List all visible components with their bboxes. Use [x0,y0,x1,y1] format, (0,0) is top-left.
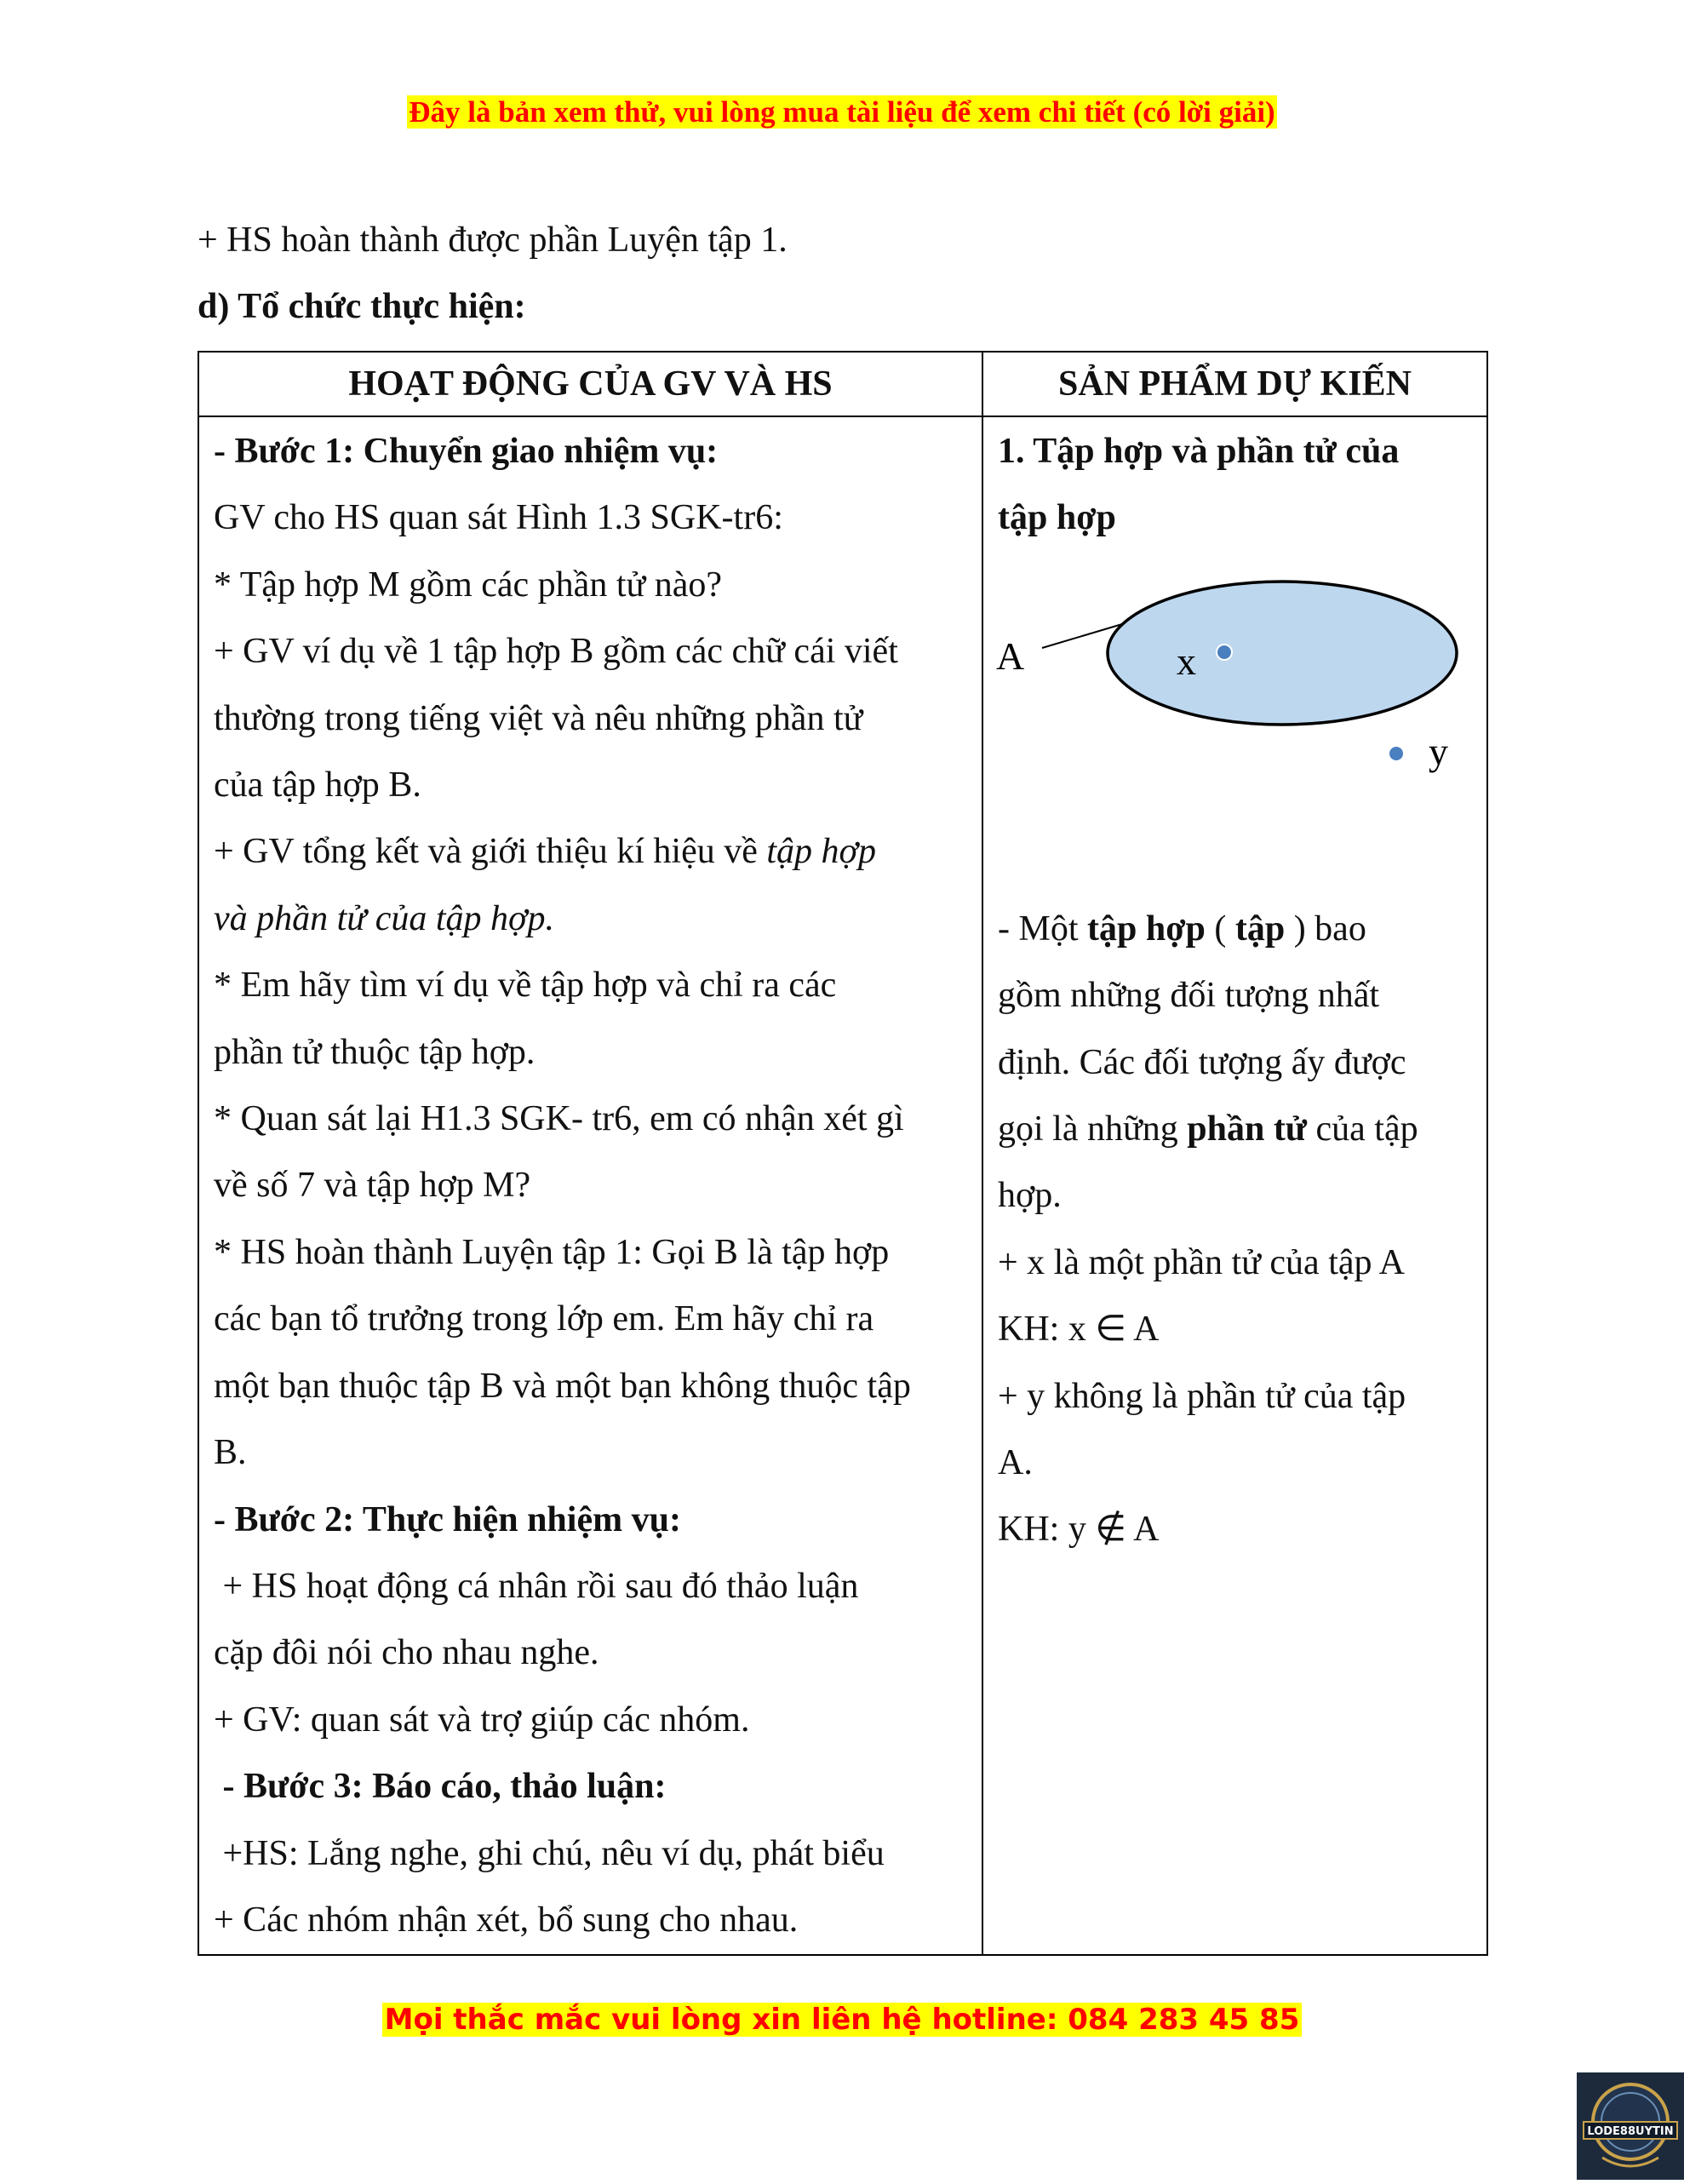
header-products: SẢN PHẨM DỰ KIẾN [982,352,1487,416]
text-span: - Một [998,909,1087,949]
text-line: định. Các đối tượng ấy được [998,1042,1406,1082]
header-activities: HOẠT ĐỘNG CỦA GV VÀ HS [198,352,982,416]
element-out-dot [1389,746,1404,761]
text-line: các bạn tổ trưởng trong lớp em. Em hãy chỉ ra [214,1299,874,1339]
text-line: hợp. [998,1176,1062,1216]
bold-span: tập [1234,909,1286,949]
text-line: KH: x ∈ A [998,1310,1160,1350]
preview-notice-banner [0,95,1684,129]
text-span: + GV tổng kết và giới thiệu kí hiệu về [214,832,767,872]
step3-title: - Bước 3: Báo cáo, thảo luận: [214,1767,667,1807]
table-content-row [198,416,1487,1955]
text-line: + GV: quan sát và trợ giúp các nhóm. [214,1700,750,1740]
text-line: + x là một phần tử của tập A [998,1242,1406,1282]
text-line: về số 7 và tập hợp M? [214,1166,531,1206]
text-line: thường trong tiếng việt và nêu những phần tử [214,698,863,738]
text-line: gồm những đối tượng nhất [998,976,1380,1016]
text-line: * Tập hợp M gồm các phần tử nào? [214,565,723,605]
set-label: A [996,633,1025,678]
text-line: của tập hợp B. [214,765,421,805]
logo-text: LODE88UYTIN [1587,2125,1674,2138]
element-in-label: x [1177,639,1196,683]
set-diagram-svg [994,552,1471,896]
products-cell [982,416,1487,1955]
text-line: + Các nhóm nhận xét, bổ sung cho nhau. [214,1900,799,1940]
section-heading: d) Tổ chức thực hiện: [198,287,526,326]
text-line: B. [214,1433,247,1473]
text-span: của tập [1307,1109,1418,1149]
text-line: GV cho HS quan sát Hình 1.3 SGK-tr6: [214,498,783,538]
product-title: 1. Tập hợp và phần tử của [998,432,1400,471]
text-span: gọi là những [998,1109,1188,1149]
italic-span: và phần tử của tập hợp. [214,898,554,938]
text-line: cặp đôi nói cho nhau nghe. [214,1633,599,1673]
hotline-banner [0,2003,1684,2037]
text-line [214,886,969,952]
text-line: * HS hoàn thành Luyện tập 1: Gọi B là tập hợp [214,1232,890,1272]
set-ellipse [1108,582,1457,725]
text-line: + y không là phần tử của tập [998,1376,1406,1416]
element-in-dot [1217,645,1232,660]
text-line: * Quan sát lại H1.3 SGK- tr6, em có nhận xét gì [214,1099,904,1139]
logo-badge-icon [1577,2072,1684,2180]
set-diagram [994,552,1474,896]
activities-cell [198,416,982,1955]
activity-table [198,351,1488,1956]
hotline-text: Mọi thắc mắc vui lòng xin liên hệ hotline: 084 283 45 85 [382,2003,1303,2037]
text-line: * Em hãy tìm ví dụ về tập hợp và chỉ ra các [214,966,837,1006]
text-line [214,818,969,885]
text-line: + GV ví dụ về 1 tập hợp B gồm các chữ cái viết [214,632,898,672]
bold-span: tập hợp [1087,909,1206,949]
text-line [998,896,1474,962]
step1-title: - Bước 1: Chuyển giao nhiệm vụ: [214,432,719,471]
table-header-row [198,352,1487,416]
italic-span: tập hợp [766,832,876,872]
bold-span: phần tử [1187,1109,1308,1149]
step2-title: - Bước 2: Thực hiện nhiệm vụ: [214,1499,681,1539]
text-line: một bạn thuộc tập B và một bạn không thuộc tập [214,1366,911,1406]
product-title: tập hợp [998,498,1116,538]
text-line [998,1096,1474,1162]
text-line: + HS hoạt động cá nhân rồi sau đó thảo luận [214,1566,859,1606]
text-line: KH: y ∉ A [998,1510,1160,1550]
element-out-label: y [1429,729,1448,773]
text-span: ) bao [1285,909,1366,949]
intro-line: + HS hoàn thành được phần Luyện tập 1. [198,221,788,260]
preview-notice-text: Đây là bản xem thử, vui lòng mua tài liệu để xem chi tiết (có lời giải) [409,95,1275,129]
text-line: A. [998,1443,1033,1483]
text-span: ( [1205,909,1235,949]
text-line: phần tử thuộc tập hợp. [214,1032,536,1072]
site-logo[interactable] [1577,2072,1684,2180]
text-line: +HS: Lắng nghe, ghi chú, nêu ví dụ, phát biểu [214,1833,885,1873]
